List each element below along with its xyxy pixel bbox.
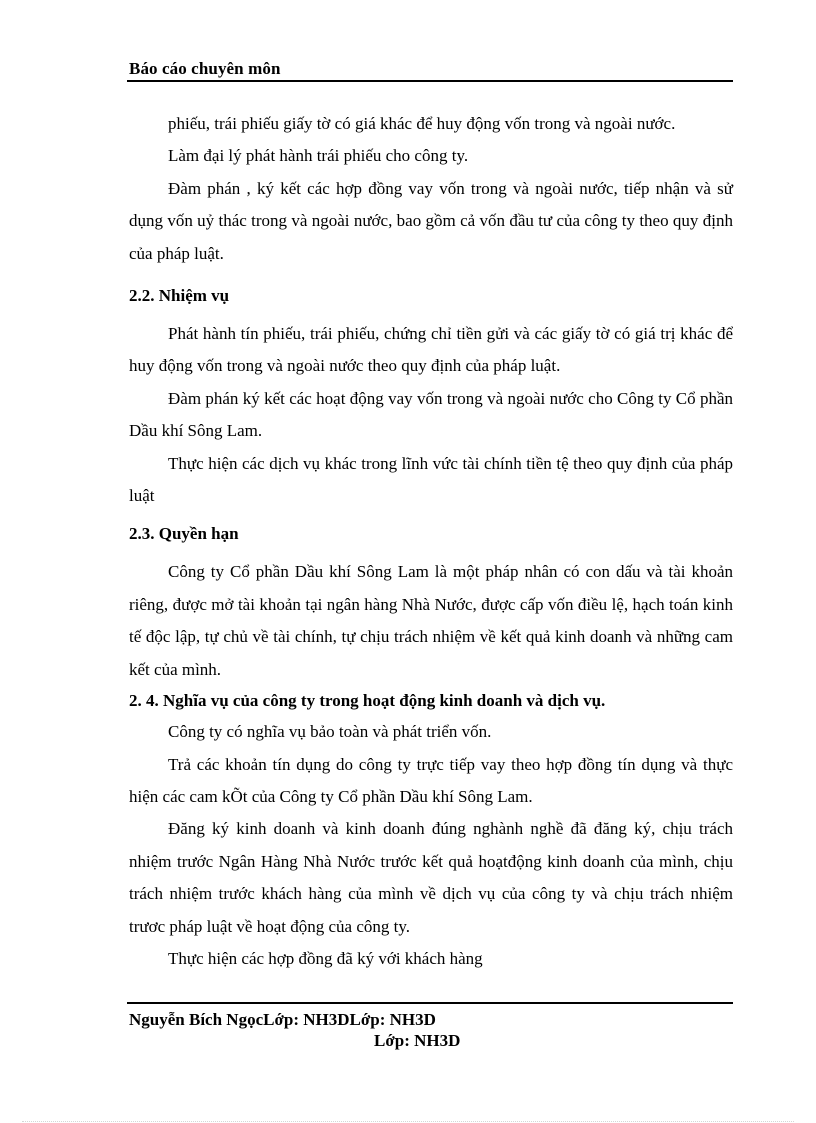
section-heading-2-2: 2.2. Nhiệm vụ xyxy=(129,286,230,306)
paragraph: Công ty có nghĩa vụ bảo toàn và phát triển vốn. xyxy=(168,722,492,742)
footer-author-line: Nguyễn Bích NgọcLớp: NH3DLớp: NH3D xyxy=(129,1010,436,1029)
paragraph: Làm đại lý phát hành trái phiếu cho công ty. xyxy=(168,146,469,166)
paragraph: Đàm phán ký kết các hoạt động vay vốn trong và ngoài nước cho Công ty Cổ phần Dầu khí Sông Lam. xyxy=(129,388,733,441)
paragraph: phiếu, trái phiếu giấy tờ có giá khác để huy động vốn trong và ngoài nước. xyxy=(168,114,676,133)
paragraph: Đàm phán , ký kết các hợp đồng vay vốn trong và ngoài nước, tiếp nhận và sử dụng vốn uỷ thác trong và ngoài nước, bao gồm cả vốn đầu tư của công ty theo quy định của pháp luật. xyxy=(129,178,733,263)
footer-rule xyxy=(127,1002,733,1004)
footer-class-line: Lớp: NH3D xyxy=(374,1031,461,1050)
paragraph: Trả các khoản tín dụng do công ty trực tiếp vay theo hợp đồng tín dụng và thực hiện các cam kÕt của Công ty Cổ phần Dầu khí Sông Lam. xyxy=(129,754,733,806)
section-heading-2-3: 2.3. Quyền hạn xyxy=(129,524,239,544)
document-body xyxy=(129,108,733,975)
paragraph: Thực hiện các hợp đồng đã ký với khách hàng xyxy=(168,948,483,968)
paragraph: Đăng ký kinh doanh và kinh doanh đúng nghành nghề đã đăng ký, chịu trách nhiệm trước Ngân Hàng Nhà Nước trước kết quả hoạtđộng kinh doanh của mình, chịu trách nhiệm trước khách hàng của mình về dịch vụ của công ty và chịu trách nhiệm trươc pháp luật về hoạt động của công ty. xyxy=(129,819,733,936)
paragraph: Công ty Cổ phần Dầu khí Sông Lam là một pháp nhân có con dấu và tài khoản riêng, được mở tài khoản tại ngân hàng Nhà Nước, được cấp vốn điều lệ, hạch toán kinh tế độc lập, tự chủ về tài chính, tự chịu trách nhiệm về kết quả kinh doanh và những cam kết của mình. xyxy=(129,562,733,679)
paragraph: Thực hiện các dịch vụ khác trong lĩnh vức tài chính tiền tệ theo quy định của pháp luật xyxy=(129,453,733,506)
page-bottom-dotted-edge xyxy=(22,1121,794,1122)
page-footer xyxy=(129,1009,460,1051)
header-rule xyxy=(127,80,733,82)
page-header-title: Báo cáo chuyên môn xyxy=(129,59,281,78)
paragraph: Phát hành tín phiếu, trái phiếu, chứng chỉ tiền gửi và các giấy tờ có giá trị khác để huy động vốn trong và ngoài nước theo quy định của pháp luật. xyxy=(129,324,733,376)
section-heading-2-4: 2. 4. Nghĩa vụ của công ty trong hoạt động kinh doanh và dịch vụ. xyxy=(129,691,606,711)
